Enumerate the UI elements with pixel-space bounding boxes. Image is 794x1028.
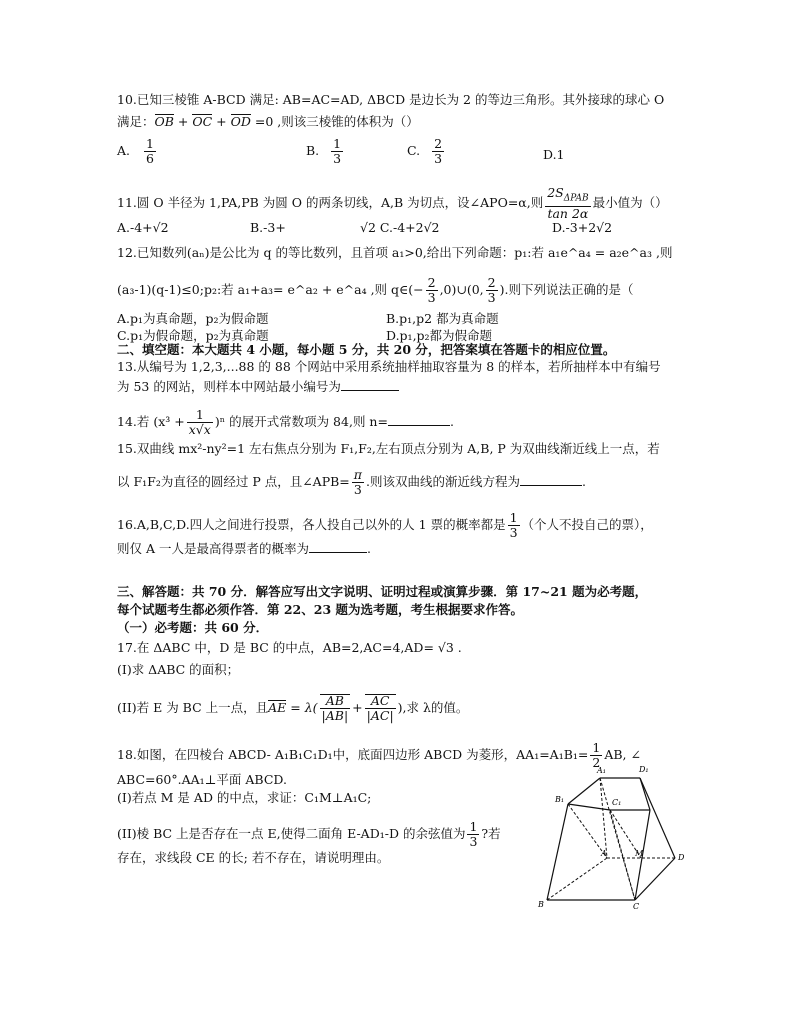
q18-part2-suffix: ?若 [481,826,501,841]
label-c: C [633,902,640,910]
label-c1: C₁ [612,798,622,807]
q11-frac-sub: ΔPAB [563,193,589,204]
q17-frac1-num: AB [320,694,351,709]
q11-option-a: A.-4+√2 [117,220,169,235]
label-a1: A₁ [597,766,606,775]
q15-frac-den: 3 [353,482,362,497]
q12-frac1-num: 2 [427,275,436,290]
label-d1: D₁ [639,765,649,774]
q10-option-d: D.1 [543,147,565,162]
q14-answer-blank [388,413,450,426]
q17-part2-prefix: (II)若 E 为 BC 上一点，且 [117,700,269,715]
q12-line2 [117,276,633,305]
q12-line2-end: ).则下列说法正确的是（ [499,282,634,297]
q17-line1: 17.在 ΔABC 中，D 是 BC 的中点，AB=2,AC=4,AD= √3 . [117,640,462,655]
section2-heading: 二、填空题：本大题共 4 小题，每小题 5 分，共 20 分，把答案填在答题卡的相应位置。 [117,342,616,357]
q17-frac1-den: |AB| [321,708,349,723]
q15-line2: 以 F₁F₂为直径的圆经过 P 点，且∠APB= $\frac{\pi}{3}$ .则该双曲线的渐近线方程为 . [117,467,586,497]
q14-prefix: 14.若 (x³ + [117,414,185,429]
q14-frac-den: x√x [188,422,211,437]
label-a: A [601,849,607,858]
q17-frac2-num: AC [365,694,396,709]
q16-line1-prefix: 16.A,B,C,D.四人之间进行投票，各人投自己以外的人 1 票的概率都是 [117,517,506,532]
q10-opt-b-label: B. [306,143,320,158]
q11-option-d: D.-3+2√2 [552,220,613,235]
q12-line2-mid: ,0)∪(0, [439,282,484,297]
q17-eq: = λ( [286,700,318,715]
q16-frac-den: 3 [509,525,518,540]
q14-suffix: )ⁿ 的展开式常数项为 84,则 n= [214,414,388,429]
q11-fraction [545,186,590,221]
q12-option-d: D.p₁,p₂都为假命题 [386,328,493,343]
q10-opt-c-label: C. [407,143,421,158]
q10-opt-a-num: 1 [146,136,154,151]
q18-frac-den: 2 [592,755,601,770]
q17-vec-ae: AE [268,700,287,715]
q10-line2-suffix: =0 ,则该三棱锥的体积为（） [250,114,419,129]
q15-line2-prefix: 以 F₁F₂为直径的圆经过 P 点，且∠APB= [117,474,350,489]
q10-opt-b-den: 3 [333,151,342,166]
q15-answer-blank [520,473,582,486]
q10-opt-c-num: 2 [434,136,443,151]
q16-line2: 则仅 A 一人是最高得票者的概率为 . [117,541,371,556]
q12-line2-a: (a₃-1)(q-1)≤0;p₂:若 a₁+a₃= e^a₂ + e^a₄ ,则 q∈(− [117,282,424,297]
q12-frac2-num: 2 [487,275,496,290]
label-d: D [678,853,685,862]
q17-plus: + [352,700,363,715]
q18-line2: ABC=60°.AA₁⊥平面 ABCD. [117,772,287,787]
q18-part2-frac-den: 3 [469,834,478,849]
q10-vec-oc: OC [192,114,213,129]
q18-part2-prefix: (II)棱 BC 上是否存在一点 E,使得二面角 E-AD₁-D 的余弦值为 [117,826,466,841]
q17-part1: (I)求 ΔABC 的面积； [117,662,240,677]
frustum-figure [535,760,695,910]
q18-part1: (I)若点 M 是 AD 的中点，求证：C₁M⊥A₁C; [117,790,372,805]
q18-line1-prefix: 18.如图，在四棱台 ABCD- A₁B₁C₁D₁中，底面四边形 ABCD 为菱形，AA₁=A₁B₁= [117,747,589,762]
q15-line1: 15.双曲线 mx²-ny²=1 左右焦点分别为 F₁,F₂,左右顶点分别为 A,B, P 为双曲线渐近线上一点，若 [117,441,660,456]
q15-frac-num: π [353,467,362,482]
q11-frac-num: 2S [547,185,564,200]
q18-part2-frac-num: 1 [469,819,478,834]
q18-frac-num: 1 [592,740,601,755]
q13-line2 [117,378,399,395]
label-m: M [635,849,644,858]
q14-line: 14.若 (x³ + $\frac{1}{x√x}$ )ⁿ 的展开式常数项为 84,则 n= . [117,407,454,437]
q11-line [117,186,668,221]
q10-line1: 10.已知三棱锥 A-BCD 满足: AB=AC=AD, ΔBCD 是边长为 2 的等边三角形。其外接球的球心 O [117,92,665,107]
q11-frac-den: tan 2α [547,205,589,221]
q17-frac2-den: |AC| [366,708,394,723]
q12-option-a: A.p₁为真命题，p₂为假命题 [117,311,269,326]
q16-answer-blank [309,540,367,553]
section3-subheading: （一）必考题：共 60 分． [117,620,269,635]
q11-option-b: B.-3+ [250,220,286,235]
q10-option-c [407,137,446,166]
q10-opt-a-label: A. [117,143,131,158]
q12-frac2-den: 3 [487,290,496,305]
q10-line2-prefix: 满足： [117,114,155,129]
q12-option-b: B.p₁,p2 都为真命题 [386,311,499,326]
q17-part2-suffix: ),求 λ的值。 [397,700,469,715]
q10-opt-c-den: 3 [434,151,443,166]
q16-line1 [117,511,653,540]
q13-line1: 13.从编号为 1,2,3,...88 的 88 个网站中采用系统抽样抽取容量为 8 的样本，若所抽样本中有编号 [117,359,661,374]
q12-line1: 12.已知数列(aₙ)是公比为 q 的等比数列，且首项 a₁>0,给出下列命题：p₁:若 a₁e^a₄ = a₂e^a₃ ,则 [117,245,673,260]
q12-frac1-den: 3 [427,290,436,305]
q10-option-b [306,137,345,166]
q16-line2-text: 则仅 A 一人是最高得票者的概率为 [117,541,309,556]
label-b: B [538,900,544,909]
q13-line2-text: 为 53 的网站，则样本中网站最小编号为 [117,379,341,394]
q16-line1-suffix: （个人不投自己的票）， [521,517,653,532]
q12-option-c: C.p₁为假命题，p₂为真命题 [117,328,269,343]
section3-heading-line1: 三、解答题：共 70 分．解答应写出文字说明、证明过程或演算步骤．第 17~21 题为必考题， [117,584,648,599]
q11-suffix: 最小值为（） [592,194,668,210]
q18-part2-line2: 存在，求线段 CE 的长; 若不存在，请说明理由。 [117,850,390,865]
q10-line2: 满足：OB + OC + OD =0 ,则该三棱锥的体积为（） [117,114,419,129]
q10-vec-od: OD [230,114,251,129]
q10-option-a [117,137,158,166]
q18-line1-suffix: AB, ∠ [604,747,641,762]
q10-opt-a-den: 6 [146,151,154,166]
q15-line2-suffix: .则该双曲线的渐近线方程为 [366,474,520,489]
q11-option-c: √2 C.-4+2√2 [360,220,440,235]
q11-text: 11.圆 O 半径为 1,PA,PB 为圆 O 的两条切线，A,B 为切点，设∠APO=α,则 [117,194,544,210]
q16-frac-num: 1 [509,510,518,525]
section3-heading-line2: 每个试题考生都必须作答．第 22、23 题为选考题，考生根据要求作答。 [117,602,523,617]
q10-vec-ob: OB [154,114,174,129]
q10-opt-b-num: 1 [333,136,342,151]
q17-part2 [117,694,468,723]
q14-frac-num: 1 [187,408,213,423]
q13-answer-blank [341,378,399,391]
label-b1: B₁ [555,795,565,804]
q18-part2 [117,820,501,849]
